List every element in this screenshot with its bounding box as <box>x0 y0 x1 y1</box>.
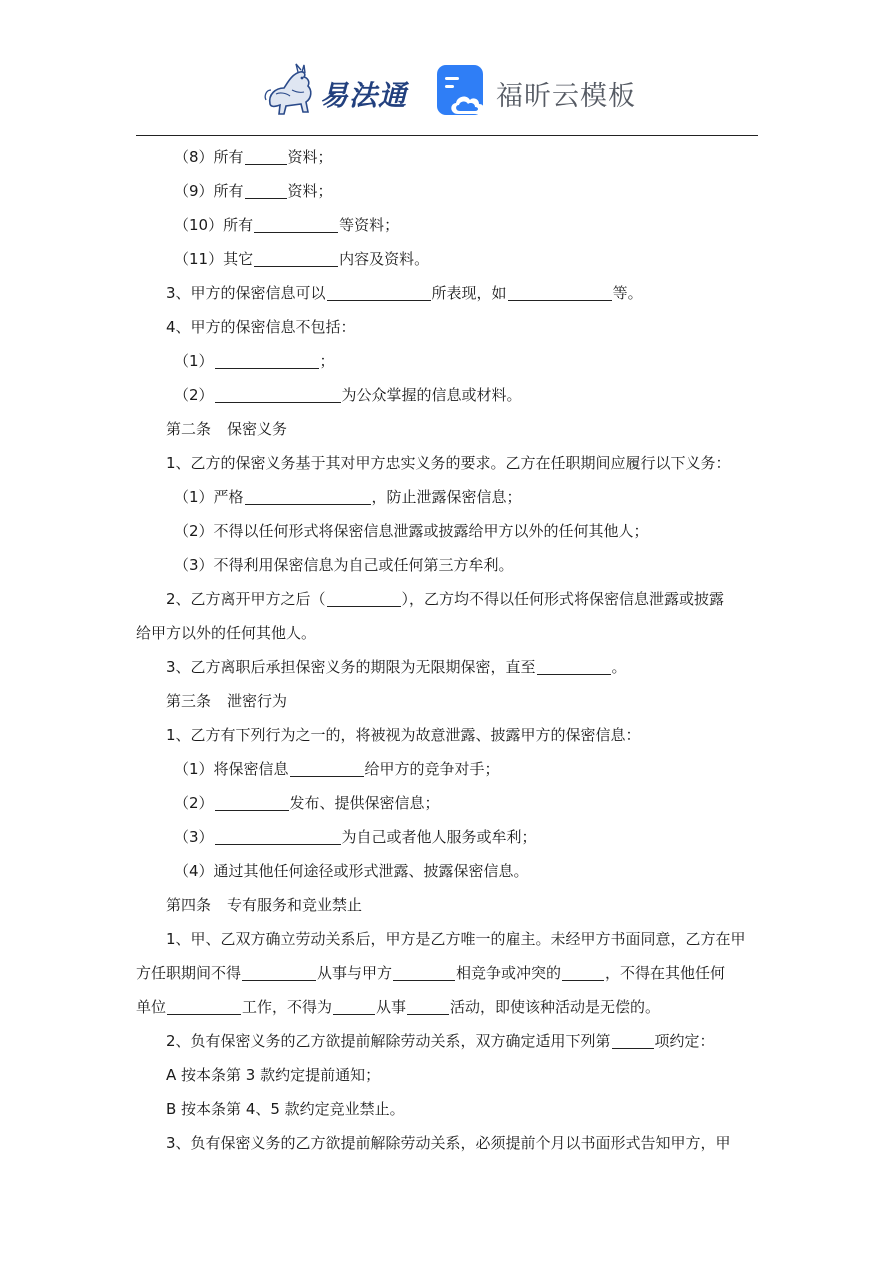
text: 项约定： <box>654 1032 715 1050</box>
text: 所表现，如 <box>431 284 507 302</box>
section-number: 第四条 <box>166 896 212 914</box>
fill-blank <box>562 962 604 981</box>
text: 2、负有保密义务的乙方欲提前解除劳动关系，双方确定适用下列第 <box>166 1032 611 1050</box>
section-heading <box>136 684 758 718</box>
text: （3）不得利用保密信息为自己或任何第三方牟利。 <box>174 556 514 574</box>
text: A 按本条第 3 款约定提前通知； <box>166 1066 381 1084</box>
clause-line <box>136 276 758 310</box>
clause-line <box>136 446 758 480</box>
text: 等资料； <box>339 216 400 234</box>
text: 等。 <box>612 284 643 302</box>
fill-blank <box>254 248 338 267</box>
clause-line <box>136 922 758 956</box>
text: （3） <box>174 828 214 846</box>
fill-blank <box>407 996 449 1015</box>
clause-line <box>136 616 758 650</box>
text: 相竞争或冲突的 <box>456 964 562 982</box>
text: 方任职期间不得 <box>136 964 242 982</box>
text: （2） <box>174 794 214 812</box>
clause-line <box>136 310 758 344</box>
section-number: 第二条 <box>166 420 212 438</box>
text: 发布、提供保密信息； <box>289 794 440 812</box>
clause-line <box>136 208 758 242</box>
fill-blank <box>254 214 338 233</box>
clause-line <box>136 1126 758 1160</box>
fill-blank <box>215 384 341 403</box>
clause-line <box>136 582 758 616</box>
clause-line <box>136 1092 758 1126</box>
fill-blank <box>327 588 401 607</box>
fill-blank <box>612 1030 654 1049</box>
text: 给甲方以外的任何其他人。 <box>136 624 317 642</box>
fill-blank <box>333 996 375 1015</box>
text: （10）所有 <box>174 216 254 234</box>
clause-line <box>136 650 758 684</box>
fill-blank <box>245 180 287 199</box>
text: 单位 <box>136 998 167 1016</box>
text: （1）将保密信息 <box>174 760 289 778</box>
text: （1）严格 <box>174 488 244 506</box>
text: 1、乙方的保密义务基于其对甲方忠实义务的要求。乙方在任职期间应履行以下义务： <box>166 454 731 472</box>
text: ，防止泄露保密信息； <box>371 488 522 506</box>
text: （11）其它 <box>174 250 254 268</box>
clause-line <box>136 956 758 990</box>
clause-line <box>136 820 758 854</box>
text: 1、乙方有下列行为之一的，将被视为故意泄露、披露甲方的保密信息： <box>166 726 641 744</box>
clause-line <box>136 514 758 548</box>
text: 从事与甲方 <box>317 964 393 982</box>
clause-line <box>136 1058 758 1092</box>
clause-line <box>136 242 758 276</box>
text: B 按本条第 4、5 款约定竞业禁止。 <box>166 1100 405 1118</box>
fill-blank <box>393 962 455 981</box>
clause-line <box>136 344 758 378</box>
text: （1） <box>174 352 214 370</box>
text: 活动，即使该种活动是无偿的。 <box>450 998 661 1016</box>
header-divider <box>136 135 758 136</box>
text: 3、负有保密义务的乙方欲提前解除劳动关系，必须提前个月以书面形式告知甲方，甲 <box>166 1134 731 1152</box>
text: 给甲方的竞争对手； <box>364 760 500 778</box>
clause-line <box>136 718 758 752</box>
text: 为公众掌握的信息或材料。 <box>341 386 522 404</box>
section-heading <box>136 888 758 922</box>
yifatong-logo <box>262 60 412 118</box>
fuxin-logo-text: 福昕云模板 <box>496 81 636 112</box>
clause-line <box>136 786 758 820</box>
text: （9）所有 <box>174 182 244 200</box>
clause-line <box>136 1024 758 1058</box>
clause-line <box>136 480 758 514</box>
text: 从事 <box>376 998 407 1016</box>
clause-line <box>136 752 758 786</box>
text: 4、甲方的保密信息不包括： <box>166 318 356 336</box>
fill-blank <box>245 146 287 165</box>
text: 为自己或者他人服务或牟利； <box>341 828 537 846</box>
clause-line <box>136 140 758 174</box>
fill-blank <box>215 350 319 369</box>
clause-line <box>136 854 758 888</box>
section-number: 第三条 <box>166 692 212 710</box>
fill-blank <box>167 996 241 1015</box>
document-body <box>136 140 758 1160</box>
text: 2、乙方离开甲方之后（ <box>166 590 326 608</box>
clause-line <box>136 548 758 582</box>
cloud-document-icon <box>436 64 490 118</box>
section-heading <box>136 412 758 446</box>
text: 3、甲方的保密信息可以 <box>166 284 326 302</box>
fuxin-logo <box>436 64 636 118</box>
text: 资料； <box>287 182 333 200</box>
page-header <box>0 58 893 124</box>
section-title: 专有服务和竞业禁止 <box>227 896 363 914</box>
fill-blank <box>245 486 371 505</box>
clause-line <box>136 990 758 1024</box>
fill-blank <box>537 656 611 675</box>
fill-blank <box>508 282 612 301</box>
text: ，不得在其他任何 <box>605 964 726 982</box>
text: （2）不得以任何形式将保密信息泄露或披露给甲方以外的任何其他人； <box>174 522 649 540</box>
section-title: 泄密行为 <box>227 692 288 710</box>
text: 1、甲、乙双方确立劳动关系后，甲方是乙方唯一的雇主。未经甲方书面同意，乙方在甲 <box>166 930 746 948</box>
text: 内容及资料。 <box>339 250 430 268</box>
clause-line <box>136 378 758 412</box>
fill-blank <box>242 962 316 981</box>
text: ），乙方均不得以任何形式将保密信息泄露或披露 <box>401 590 725 608</box>
fill-blank <box>290 758 364 777</box>
text: （4）通过其他任何途径或形式泄露、披露保密信息。 <box>174 862 529 880</box>
text: 资料； <box>287 148 333 166</box>
fill-blank <box>215 792 289 811</box>
fill-blank <box>215 826 341 845</box>
fill-blank <box>327 282 431 301</box>
text: （2） <box>174 386 214 404</box>
qilin-emblem-icon <box>262 60 322 120</box>
text: 3、乙方离职后承担保密义务的期限为无限期保密，直至 <box>166 658 536 676</box>
text: （8）所有 <box>174 148 244 166</box>
clause-line <box>136 174 758 208</box>
section-title: 保密义务 <box>227 420 288 438</box>
text: 工作，不得为 <box>242 998 333 1016</box>
text: ； <box>319 352 335 370</box>
yifatong-logo-text: 易法通 <box>320 79 408 112</box>
text: 。 <box>611 658 627 676</box>
